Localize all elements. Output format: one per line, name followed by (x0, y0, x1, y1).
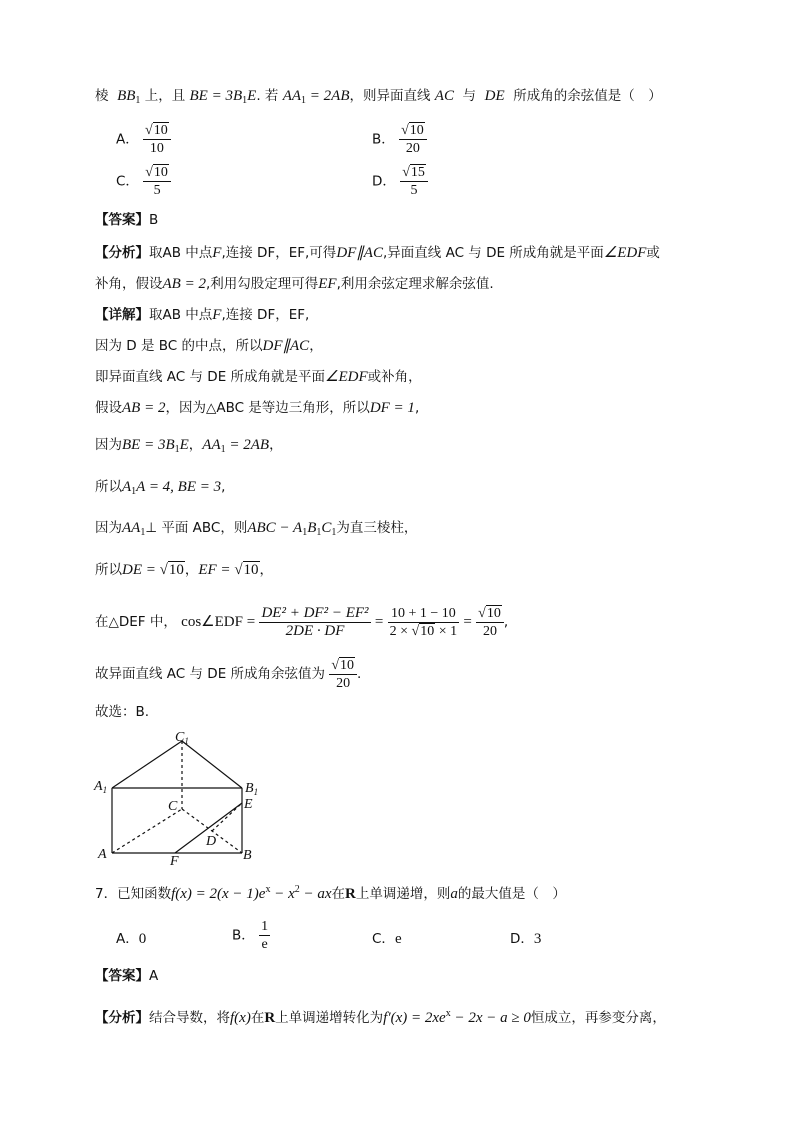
edge-a1c1 (112, 741, 182, 788)
label-c1: $C_1$ (175, 730, 189, 746)
label-b1: $B_1$ (245, 781, 259, 797)
q6-detail-line4: 假设AB = 2，因为△ABC 是等边三角形，所以DF = 1, (95, 400, 420, 416)
q7-option-c[interactable]: C．e (372, 931, 402, 947)
q7-option-a[interactable]: A．0 (116, 931, 147, 947)
q6-option-d[interactable]: D． $\frac{√15}{5}$ (372, 164, 428, 199)
label-a: A (98, 847, 107, 862)
edge-ac (112, 809, 182, 853)
q7-option-b[interactable]: B． $\frac{1}{e}$ (232, 919, 269, 952)
q6-option-c[interactable]: C． $\frac{√10}{5}$ (116, 164, 171, 199)
q6-analysis-line1: 【分析】取AB 中点F,连接 DF，EF,可得DF∥AC,异面直线 AC 与 DE 所成角就是平面∠EDF或 (95, 245, 660, 261)
prism-figure (90, 726, 270, 866)
q6-detail-line9: 在△DEF 中， cos∠EDF = $\frac{\text{DE² + DF² − EF²}}{2DE \cdot DF}$ = $\frac{10 + 1 - 10}{2 \times √10 \times 1}$ = $\frac{√10}{20}$ , (95, 604, 509, 639)
label-f: F (170, 854, 179, 866)
q6-stem: 棱 $BB_1$ 上，且 BE = $3B_1E$. 若 $AA_1 = 2AB$，则异面直线 AC 与 DE 所成角的余弦值是（ ） (95, 88, 662, 106)
q6-detail-line10: 故异面直线 AC 与 DE 所成角余弦值为 $\frac{√10}{20}$ . (95, 657, 362, 691)
q7-answer: 【答案】A (95, 968, 159, 984)
q7-analysis: 【分析】结合导数，将f(x)在R上单调递增转化为$f'(x) = 2xe^x - 2x - a \ge 0$恒成立，再参变分离， (95, 1008, 666, 1026)
q6-detail-line6: 所以$A_1A = 4$, BE = 3, (95, 479, 226, 497)
q6-answer: 【答案】B (95, 212, 159, 228)
edge-de (212, 803, 242, 831)
q6-detail-line2: 因为 D 是 BC 的中点，所以DF∥AC， (95, 338, 323, 354)
q6-option-b[interactable]: B． $\frac{√10}{20}$ (372, 122, 427, 157)
label-a1: $A_1$ (94, 779, 108, 795)
q6-detail-line8: 所以DE = √10，EF = √10， (95, 562, 274, 578)
label-e: E (244, 797, 253, 812)
edge-c1b1 (182, 741, 242, 788)
label-d: D (206, 834, 217, 849)
q7-option-d[interactable]: D．3 (510, 931, 542, 947)
q7-stem: 7．已知函数$f(x) = 2(x - 1)e^x - x^2$ − ax在R上单调递增，则a的最大值是（ ） (95, 884, 566, 902)
q6-option-a[interactable]: A． $\frac{√10}{10}$ (116, 122, 171, 157)
q6-detail-line7: 因为$AA_1\perp$ 平面 ABC，则ABC − $A_1B_1C_1$为直三棱柱， (95, 520, 418, 538)
q6-analysis-line2: 补角，假设AB = 2,利用勾股定理可得EF,利用余弦定理求解余弦值. (95, 276, 494, 292)
label-b: B (243, 848, 252, 863)
q6-detail-line5: 因为BE = $3B_1E$，$AA_1 = 2AB$， (95, 437, 283, 455)
label-c: C (168, 799, 178, 814)
q6-choose: 故选：B. (95, 704, 150, 720)
q6-detail-line1: 【详解】取AB 中点F,连接 DF，EF, (95, 307, 310, 323)
q6-detail-line3: 即异面直线 AC 与 DE 所成角就是平面∠EDF或补角， (95, 369, 422, 385)
